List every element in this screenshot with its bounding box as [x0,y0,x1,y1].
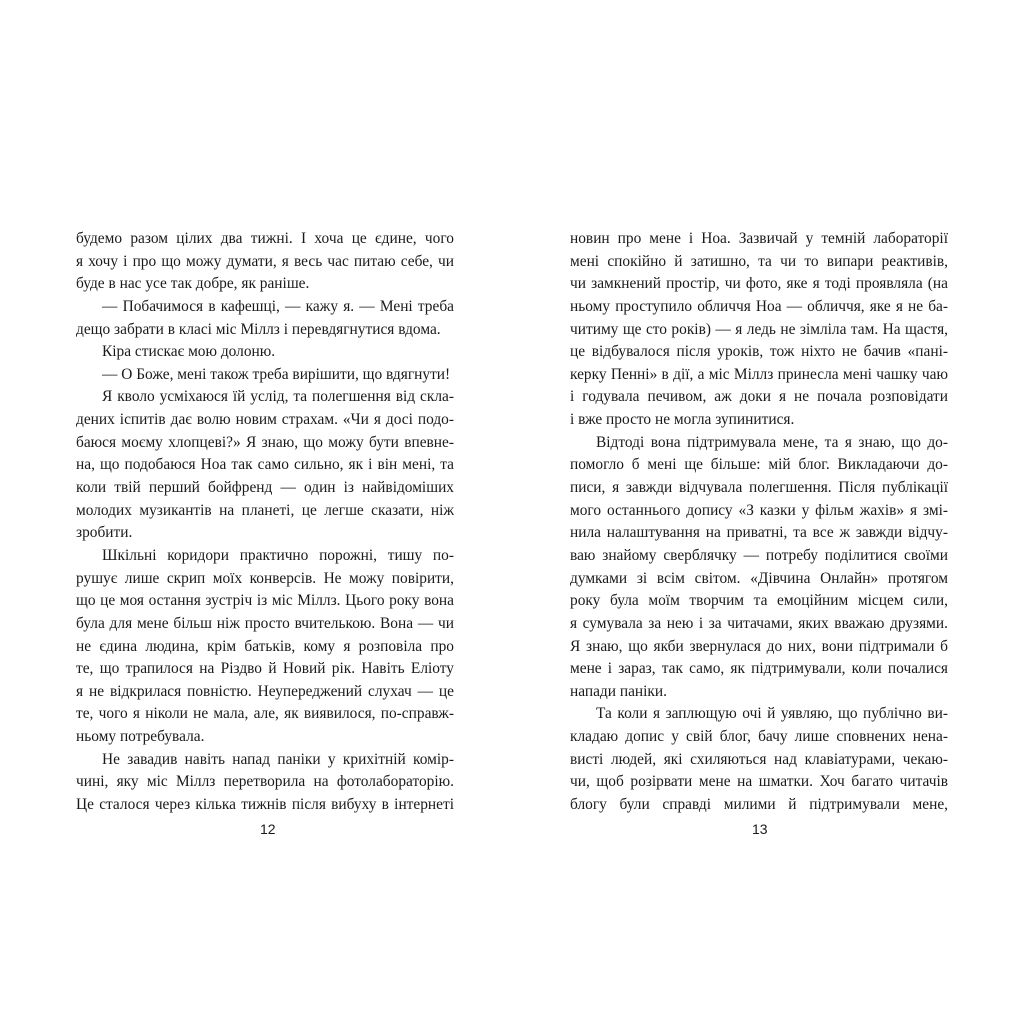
text-line: напади паніки. [570,682,667,700]
text-line: Це сталося через кілька тижнів після вибуху в інтернеті [76,796,454,814]
text-line: будемо разом цілих два тижні. І хоча це єдине, чого [76,230,454,247]
text-line: те, що трапилося на Різдво й Новий рік. Навіть Еліоту [76,660,454,678]
text-line: висті людей, які схиляються над клавіатурами, чекаю- [570,750,948,768]
text-line: помогло б мені ще більше: мій блог. Викладаючи до- [570,456,948,474]
text-line: те, чого я ніколи не мала, але, як виявилося, по-справж- [76,705,454,723]
text-line: я не відкрилася повністю. Неупереджений слухач — це [76,682,454,700]
text-line: я сумувала за нею і за читачами, яких вважаю друзями. [570,614,948,632]
text-line: чи замкнений простір, чи фото, яке я тоді проявляла (на [570,275,948,293]
text-line: — О Боже, мені також треба вирішити, що вдягнути! [102,365,451,383]
text-line: на, що подобаюся Ноа так само сильно, як і він мені, та [76,456,454,474]
text-line: писи, я завжди відчувала полегшення. Після публікації [570,479,948,497]
text-line: буде в нас усе так добре, як раніше. [76,275,310,293]
text-line: керку Пенні» в дії, а міс Міллз принесла мені чашку чаю [570,365,948,383]
text-line: не єдина людина, крім батьків, кому я розповіла про [76,637,454,655]
text-line: зробити. [76,524,133,542]
left-page-text [76,228,454,817]
text-line: мене і зараз, так само, як підтримували, коли почалися [570,660,948,678]
text-line: баюся моєму хлопцеві?» Я знаю, що можу бути впевне- [76,433,454,451]
text-line: Шкільні коридори практично порожні, тишу по- [102,546,454,564]
text-line: блогу були справді милими й підтримували мене, [570,796,948,814]
text-line: Я знаю, що якби звернулася до них, вони підтримали б [570,637,948,655]
text-line: молодих музикантів на планеті, це легше сказати, ніж [76,501,454,519]
text-line: мого останнього допису «З казки у фільм жахів» я змі- [570,501,948,519]
text-line: це відбувалося після уроків, тож ніхто не бачив «пані- [570,343,948,361]
text-line: чині, яку міс Міллз перетворила на фотолабораторію. [76,773,454,791]
text-line: ньому проступило обличчя Ноа — обличчя, яке я не ба- [570,297,948,315]
text-line: дених іспитів дає волю новим страхам. «Чи я досі подо- [76,411,454,429]
text-line: чи, щоб розірвати мене на шматки. Хоч багато читачів [570,773,948,791]
text-line: я хочу і про що можу думати, я весь час питаю себе, чи [76,252,454,270]
text-line: дещо забрати в класі міс Міллз і перевдягнутися вдома. [76,320,441,338]
text-line: Я кволо усміхаюся їй услід, та полегшення від скла- [102,388,454,406]
text-line: Кіра стискає мою долоню. [102,343,276,361]
text-line: рушує лише скрип моїх конверсів. Не можу повірити, [76,569,454,587]
text-line: року була моїм творчим та емоційним місцем сили, [570,592,948,610]
text-line: ньому потребувала. [76,728,205,746]
text-line: коли твій перший бойфренд — один із найвідоміших [76,479,454,497]
text-line: Відтоді вона підтримувала мене, та я знаю, що до- [596,433,948,451]
text-line: що це моя остання зустріч із міс Міллз. Цього року вона [76,592,454,610]
text-line: думками зі всім світом. «Дівчина Онлайн» протягом [570,569,948,587]
text-line: мені спокійно й затишно, та чи то випари реактивів, [570,252,948,270]
right-page-text [570,228,948,817]
right-page-number: 13 [752,821,768,837]
text-line: ваю знайому сверблячку — потребу поділитися своїми [570,546,948,564]
text-line: Та коли я заплющую очі й уявляю, що публічно ви- [596,705,948,723]
text-line: нила налаштування на приватні, та все ж завжди відчу- [570,524,948,542]
text-line: і годувала печивом, аж доки я не почала розповідати [570,388,948,406]
text-line: і вже просто не могла зупинитися. [570,411,795,429]
text-line: читиму ще сто років) — я ледь не зімліла там. На щастя, [570,320,948,338]
text-line: новин про мене і Ноа. Зазвичай у темній лабораторії [570,230,948,247]
text-line: була для мене більш ніж просто вчителькою. Вона — чи [76,614,454,632]
text-line: Не завадив навіть напад паніки у крихітній комір- [102,750,454,768]
text-line: — Побачимося в кафешці, — кажу я. — Мені треба [102,297,454,315]
left-page-number: 12 [260,821,276,837]
text-line: кладаю допис у свій блог, бачу лише сповнених нена- [570,728,948,746]
